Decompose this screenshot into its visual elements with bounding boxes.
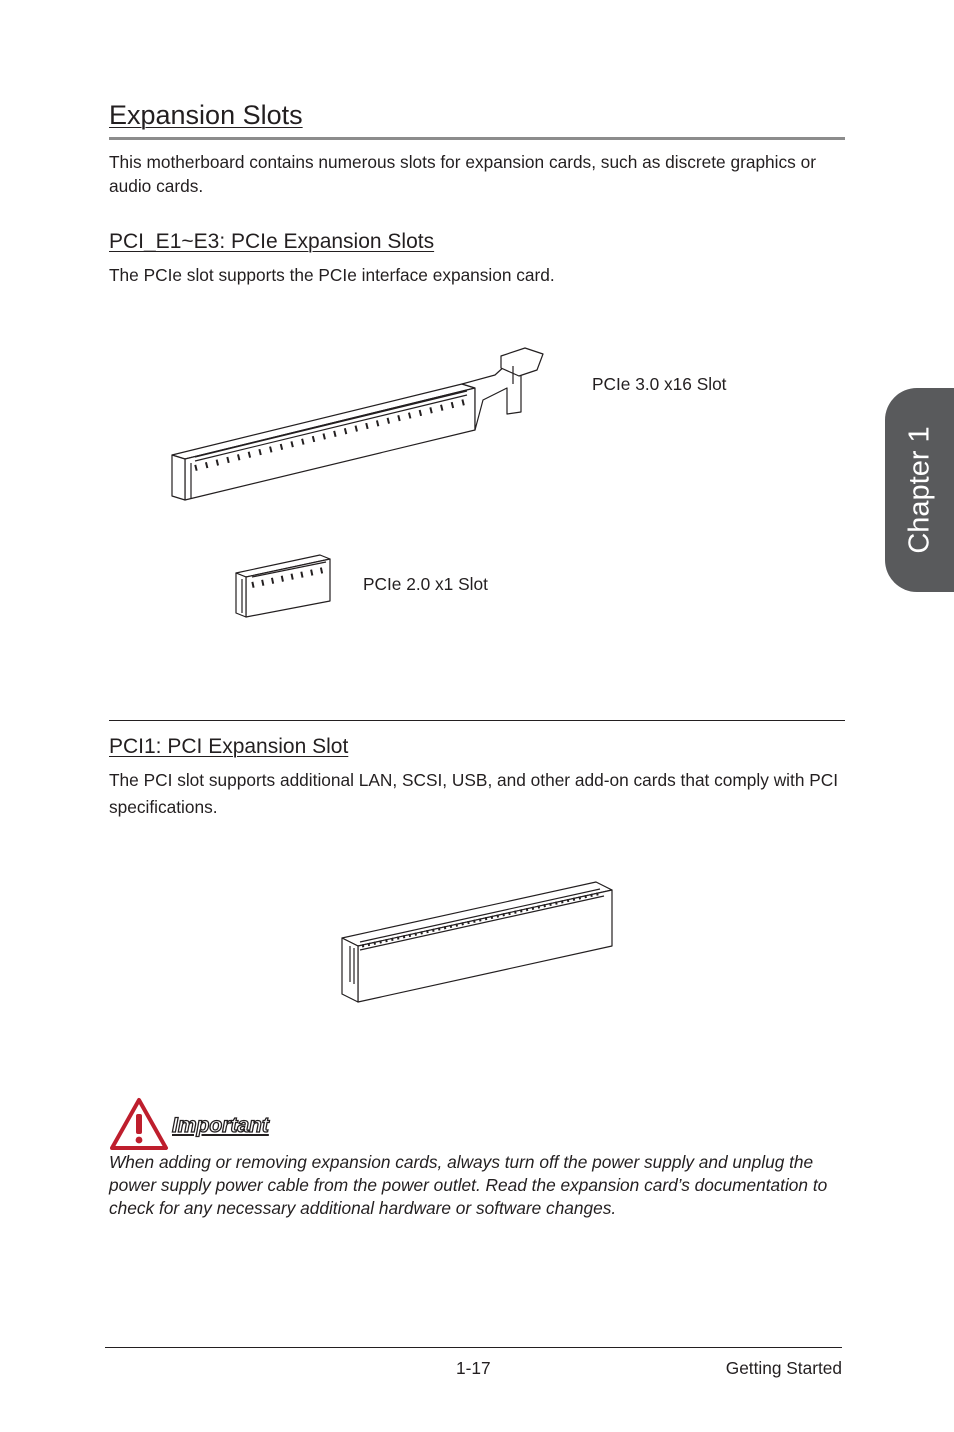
pcie-description: The PCIe slot supports the PCIe interface expansion card. [109, 265, 555, 285]
pcie-x1-label: PCIe 2.0 x1 Slot [363, 574, 488, 594]
intro-text: This motherboard contains numerous slots for expansion cards, such as discrete graphics or audio cards. [109, 152, 816, 196]
page-number: 1-17 [456, 1358, 491, 1378]
warning-triangle-icon [109, 1097, 169, 1151]
pci-slot-illustration [338, 878, 616, 1006]
important-label: Important [172, 1114, 269, 1137]
page-title: Expansion Slots [109, 100, 303, 130]
pci-heading: PCI1: PCI Expansion Slot [109, 735, 349, 758]
chapter-tab [885, 388, 954, 592]
pcie-heading: PCI_E1~E3: PCIe Expansion Slots [109, 230, 435, 253]
footer-section: Getting Started [725, 1358, 842, 1378]
section-divider [109, 720, 845, 721]
title-rule [109, 137, 845, 140]
chapter-tab-label: Chapter 1 [903, 426, 935, 554]
pcie-x16-label: PCIe 3.0 x16 Slot [592, 374, 727, 394]
pcie-x1-slot-illustration [232, 553, 336, 623]
important-text: When adding or removing expansion cards, always turn off the power supply and unplug the power supply power cable from the power outlet. Read the expansion card’s documentation to check for any necessary additional hardware or software changes. [109, 1152, 828, 1218]
pci-description: The PCI slot supports additional LAN, SCSI, USB, and other add-on cards that comply with PCI specifications. [109, 770, 839, 817]
footer-rule [105, 1347, 842, 1348]
pcie-x16-slot-illustration [165, 338, 585, 508]
